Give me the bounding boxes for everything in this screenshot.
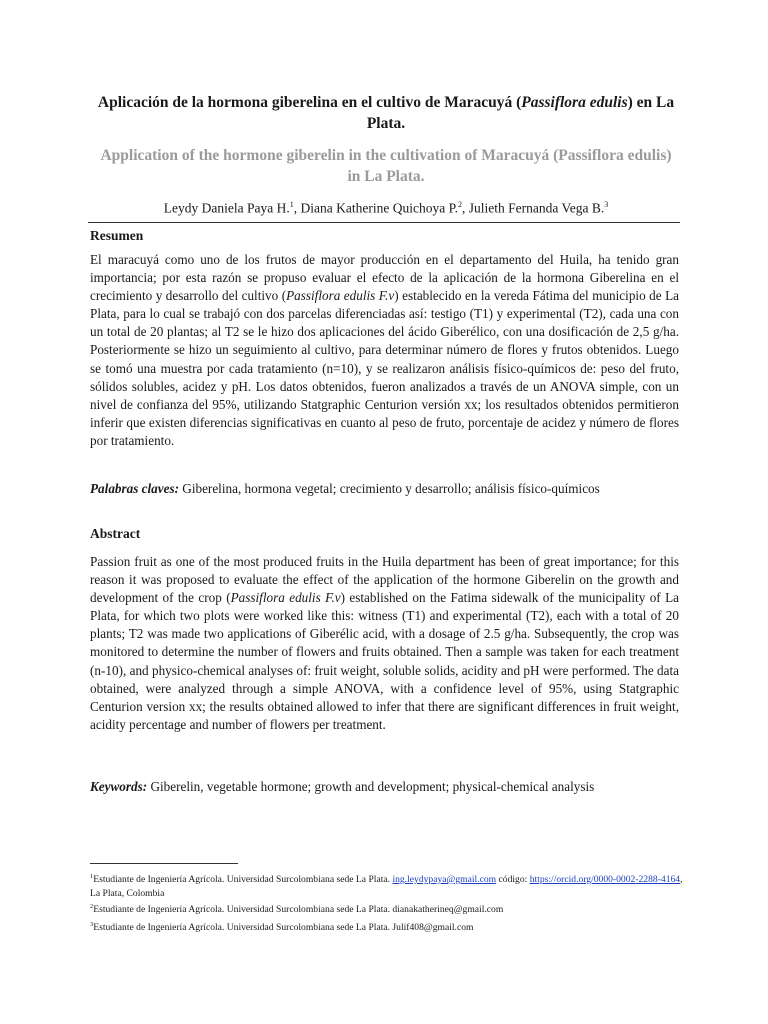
palabras-claves bbox=[90, 480, 690, 498]
title-spanish-after: ) en La Plata. bbox=[366, 94, 675, 132]
footnote-1-text: Estudiante de Ingeniería Agrícola. Universidad Surcolombiana sede La Plata. bbox=[93, 874, 391, 886]
keywords-text: Giberelin, vegetable hormone; growth and development; physical-chemical analysis bbox=[147, 779, 595, 794]
title-spanish-before: Aplicación de la hormona giberelina en el cultivo de Maracuyá ( bbox=[97, 94, 522, 111]
title-english: Application of the hormone giberelin in the cultivation of Maracuyá (Passiflora edulis) in La Plata. bbox=[100, 147, 672, 185]
abstract-text-before: Passion fruit as one of the most produced fruits in the Huila department has been of great importance; for this reason it was proposed to evaluate the effect of the application of the hormone Giberelin on the growth and development of the crop ( bbox=[90, 554, 679, 606]
title-spanish-species: Passiflora edulis bbox=[521, 94, 628, 111]
footnote-2 bbox=[90, 900, 690, 917]
author-name: Leydy Daniela Paya H. bbox=[163, 200, 290, 216]
footnote-mark: 2 bbox=[90, 903, 94, 910]
abstract-body bbox=[90, 553, 679, 734]
author-affiliation-mark: 2 bbox=[457, 200, 462, 209]
footnote-1-location: , La Plata, Colombia bbox=[90, 874, 683, 899]
header-divider bbox=[88, 222, 680, 223]
palabras-claves-text: Giberelina, hormona vegetal; crecimiento y desarrollo; análisis físico-químicos bbox=[179, 481, 600, 496]
resumen-text-after: ) establecido en la vereda Fátima del municipio de La Plata, para lo cual se trabajó con dos parcelas diferenciadas así: testigo (T1) y experimental (T2), cada una con un total de 20 plantas; al T2 se le hizo dos aplicaciones del ácido Giberélico, con una dosificación de 2,5 g/ha. Posteriormente se hizo un seguimiento al cultivo, para determinar número de flores y frutos obtenidos. Luego se tomó una muestra por cada tratamiento (n=10), y se realizaron análisis físico-químicos de: peso del fruto, sólidos solubles, acidez y pH. Los datos obtenidos, fueron analizados a través de un ANOVA simple, con un nivel de confianza del 95%, utilizando Statgraphic Centurion versión xx; los resultados obtenidos permitieron inferir que existen diferencias significativas en cuanto al peso de fruto, porcentaje de acidez y número de flores por tratamiento. bbox=[90, 288, 679, 448]
abstract-text-after: ) established on the Fatima sidewalk of the municipality of La Plata, for which two plots were worked like this: witness (T1) and experimental (T2), each with a total of 20 plants; T2 was made two applications of Giberélic acid, with a dosage of 2.5 g/ha. Subsequently, the crop was monitored to determine the number of flowers and fruits obtained. Then a sample was taken for each treatment (n-10), and physico-chemical analyses of: fruit weight, soluble solids, acidity and pH were performed. The data obtained, were analyzed through a simple ANOVA, with a confidence level of 95%, using Statgraphic Centurion version xx; the results obtained allowed to infer that there are significant differences in fruit weight, acidity percentage and number of flowers per treatment. bbox=[90, 590, 679, 732]
footnote-mark: 1 bbox=[90, 873, 94, 880]
abstract-heading: Abstract bbox=[90, 526, 141, 541]
abstract-species: Passiflora edulis F.v bbox=[230, 590, 341, 606]
palabras-claves-label: Palabras claves: bbox=[90, 481, 179, 496]
author-line: Leydy Daniela Paya H.$^1$, Diana Katherine Quichoya P.$^2$, Julieth Fernanda Vega B.$^3$ bbox=[163, 200, 609, 216]
keywords bbox=[90, 778, 690, 796]
footnote-3 bbox=[90, 918, 690, 935]
footnote-1-codigo-label: código: bbox=[496, 874, 530, 886]
keywords-label: Keywords: bbox=[90, 779, 148, 794]
footnote-3-text: Estudiante de Ingeniería Agrícola. Universidad Surcolombiana sede La Plata. Julif408@gmail.com bbox=[93, 922, 474, 934]
footnote-1-orcid-link[interactable]: https://orcid.org/0000-0002-2288-4164 bbox=[529, 874, 681, 886]
footnote-divider bbox=[90, 863, 238, 864]
resumen-body bbox=[90, 251, 679, 450]
author-affiliation-mark: 3 bbox=[604, 200, 609, 209]
author-name: Julieth Fernanda Vega B. bbox=[468, 200, 605, 216]
author-affiliation-mark: 1 bbox=[289, 200, 294, 209]
resumen-heading: Resumen bbox=[90, 228, 144, 243]
footnote-mark: 3 bbox=[90, 921, 94, 928]
footnote-1-email-link[interactable]: ing.leydypaya@gmail.com bbox=[392, 874, 497, 886]
footnote-1 bbox=[90, 870, 690, 900]
resumen-species: Passiflora edulis F.v bbox=[286, 288, 395, 304]
title-spanish bbox=[96, 92, 676, 134]
author-name: Diana Katherine Quichoya P. bbox=[300, 200, 458, 216]
footnote-2-text: Estudiante de Ingeniería Agrícola. Universidad Surcolombiana sede La Plata. dianakatherineq@gmail.com bbox=[93, 904, 504, 916]
resumen-text-before: El maracuyá como uno de los frutos de mayor producción en el departamento del Huila, ha tenido gran importancia; por esta razón se propuso evaluar el efecto de la aplicación de la hormona Giberelina en el crecimiento y desarrollo del cultivo ( bbox=[90, 252, 679, 304]
